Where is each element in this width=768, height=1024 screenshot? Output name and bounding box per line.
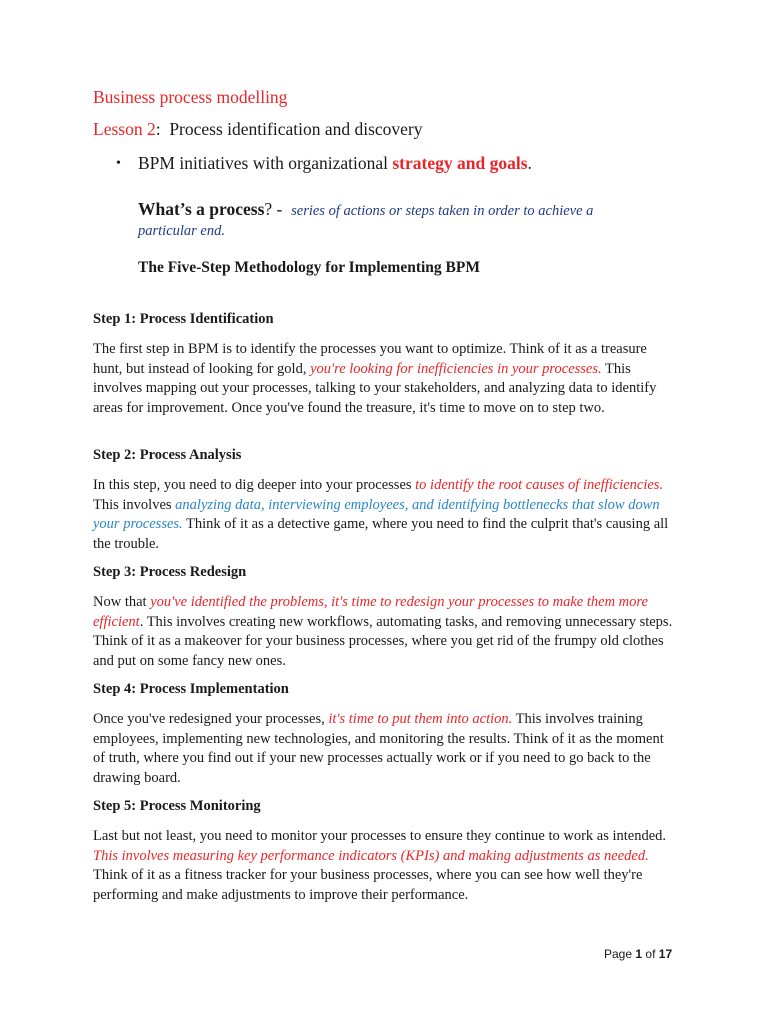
step-emphasis-red: you're looking for inefficiencies in your processes. (310, 360, 602, 377)
current-page: 1 (635, 947, 643, 961)
bullet-text: BPM initiatives with organizational (138, 153, 393, 173)
lesson-heading (93, 119, 423, 140)
document-title: Business process modelling (93, 87, 288, 107)
step-emphasis-red: you've identified the problems, it's time to redesign your processes to make them more efficient (93, 594, 648, 630)
definition-question: What’s a process (138, 199, 265, 219)
step-text: The first step in BPM is to identify the processes you want to optimize. Think of it as a treasure hunt, but instead of looking for gold, (93, 341, 647, 377)
bullet-end: . (527, 153, 532, 173)
step-text: This involves (93, 496, 176, 513)
step-text: Once you've redesigned your processes, (93, 711, 329, 727)
step-emphasis-red: it's time to put them into action. (328, 711, 513, 727)
step-paragraph (93, 340, 677, 418)
step-heading: Step 2: Process Analysis (93, 447, 242, 463)
step-emphasis-red: to identify the root causes of inefficiencies. (415, 477, 664, 493)
total-pages: 17 (658, 947, 673, 961)
step-heading: Step 4: Process Implementation (93, 681, 289, 697)
step-heading: Step 1: Process Identification (93, 311, 274, 327)
step-text: This involves training employees, implementing new technologies, and monitoring the results. Think of it as the moment of truth, where you find out if your new processes actually work or if you need to go back to the drawing board. (93, 711, 664, 786)
step-text: Think of it as a detective game, where you need to find the culprit that's causing all the trouble. (93, 516, 669, 552)
definition-text: series of actions or steps taken in order to achieve a particular end. (138, 203, 594, 239)
step-text: In this step, you need to dig deeper into your processes (93, 477, 416, 493)
lesson-label: Lesson 2 (93, 119, 156, 139)
step-text: Now that (93, 594, 151, 610)
step-paragraph (93, 476, 677, 554)
step-emphasis-red: This involves measuring key performance indicators (KPIs) and making adjustments as needed. (93, 847, 649, 864)
step-heading: Step 3: Process Redesign (93, 564, 247, 580)
lesson-title: Process identification and discovery (169, 119, 423, 139)
step-text: This involves mapping out your processes, talking to your stakeholders, and analyzing data to identify areas for improvement. Once you've found the treasure, it's time to move on to step two. (93, 360, 657, 416)
definition-separator: ? - (264, 199, 292, 219)
bullet-icon: • (116, 156, 121, 171)
step-text: Last but not least, you need to monitor your processes to ensure they continue to work as intended. (93, 828, 667, 844)
step-paragraph (93, 593, 677, 671)
bullet-emphasis: strategy and goals (392, 153, 528, 173)
of-word: of (645, 947, 656, 961)
step-heading: Step 5: Process Monitoring (93, 798, 261, 814)
page-word: Page (604, 947, 633, 961)
step-emphasis-blue: analyzing data, interviewing employees, and identifying bottlenecks that slow down your processes. (93, 496, 660, 532)
step-text: . This involves creating new workflows, automating tasks, and removing unnecessary steps. Think of it as a makeover for your business processes, where you get rid of the frumpy old clothes and put on some fancy new ones. (93, 613, 673, 669)
step-text: Think of it as a fitness tracker for your business processes, where you can see how well they're performing and make adjustments to improve their performance. (93, 867, 643, 903)
bullet-item (116, 153, 532, 174)
page-number (604, 947, 672, 961)
process-definition (138, 199, 638, 241)
methodology-title: The Five-Step Methodology for Implementing BPM (138, 259, 480, 276)
step-paragraph (93, 710, 677, 788)
lesson-separator: : (155, 119, 161, 139)
step-paragraph (93, 827, 677, 905)
